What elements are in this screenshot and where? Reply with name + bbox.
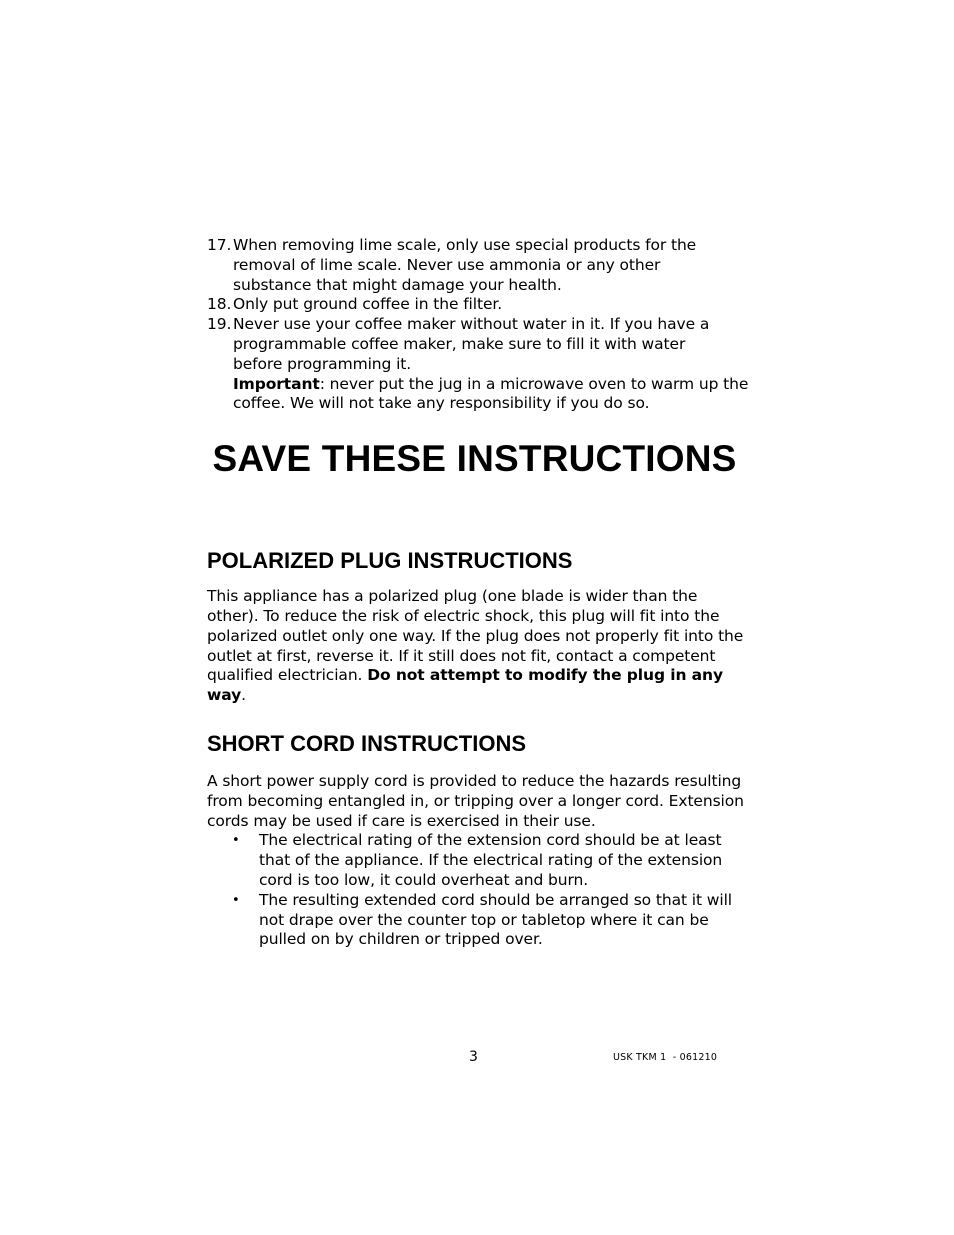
short-cord-paragraph: A short power supply cord is provided to reduce the hazards resulting from becoming entangled in, or tripping over a longer cord. Extension cords may be used if care is exercised in their use. xyxy=(207,771,744,830)
save-instructions-title: SAVE THESE INSTRUCTIONS xyxy=(212,438,737,480)
item-number: 19. xyxy=(207,315,232,334)
page-number: 3 xyxy=(469,1049,478,1065)
polarized-plug-paragraph xyxy=(207,587,752,706)
bullet-icon: • xyxy=(232,892,240,908)
list-item-19 xyxy=(207,315,752,414)
list-item-17 xyxy=(207,236,752,295)
important-label: Important xyxy=(233,374,320,393)
list-item-18 xyxy=(207,295,752,315)
polarized-plug-warning: Do not attempt to modify the plug in any way xyxy=(207,666,723,705)
item-text xyxy=(233,295,502,315)
item-line: Only put ground coffee in the filter. xyxy=(233,295,503,314)
bullet-icon: • xyxy=(232,833,240,849)
polarized-plug-heading: POLARIZED PLUG INSTRUCTIONS xyxy=(207,548,573,574)
item-number: 18. xyxy=(207,295,232,314)
polarized-plug-text: This appliance has a polarized plug (one blade is wider than the other). To reduce the risk of electric shock, this plug will fit into the polarized outlet only one way. If the plug does not properly fit into the outlet at first, reverse it. If it still does not fit, contact a competent qualified electrician. xyxy=(207,587,744,685)
bullet-item xyxy=(207,891,752,950)
item-text xyxy=(233,315,752,414)
item-line: substance that might damage your health. xyxy=(233,275,562,294)
item-text xyxy=(233,236,696,295)
item-line: before programming it. xyxy=(233,354,412,373)
short-cord-bullets xyxy=(207,831,752,950)
important-text: : never put the jug in a microwave oven to warm up the coffee. We will not take any responsibility if you do so. xyxy=(233,374,749,413)
polarized-plug-end: . xyxy=(241,686,246,705)
bullet-text: The resulting extended cord should be arranged so that it will not drape over the counter top or tabletop where it can be pulled on by children or tripped over. xyxy=(259,890,732,949)
document-code: USK TKM 1 - 061210 xyxy=(613,1052,718,1063)
page-content xyxy=(207,236,752,950)
short-cord-heading: SHORT CORD INSTRUCTIONS xyxy=(207,730,526,756)
item-line: programmable coffee maker, make sure to fill it with water xyxy=(233,334,686,353)
item-number: 17. xyxy=(207,236,232,254)
bullet-item xyxy=(207,831,752,890)
bullet-text: The electrical rating of the extension cord should be at least that of the appliance. If the electrical rating of the extension cord is too low, it could overheat and burn. xyxy=(259,831,723,889)
item-line: Never use your coffee maker without water in it. If you have a xyxy=(233,315,710,334)
numbered-list xyxy=(207,236,752,414)
item-line: When removing lime scale, only use special products for the xyxy=(233,236,697,254)
important-note xyxy=(233,375,752,415)
item-line: removal of lime scale. Never use ammonia or any other xyxy=(233,255,661,274)
